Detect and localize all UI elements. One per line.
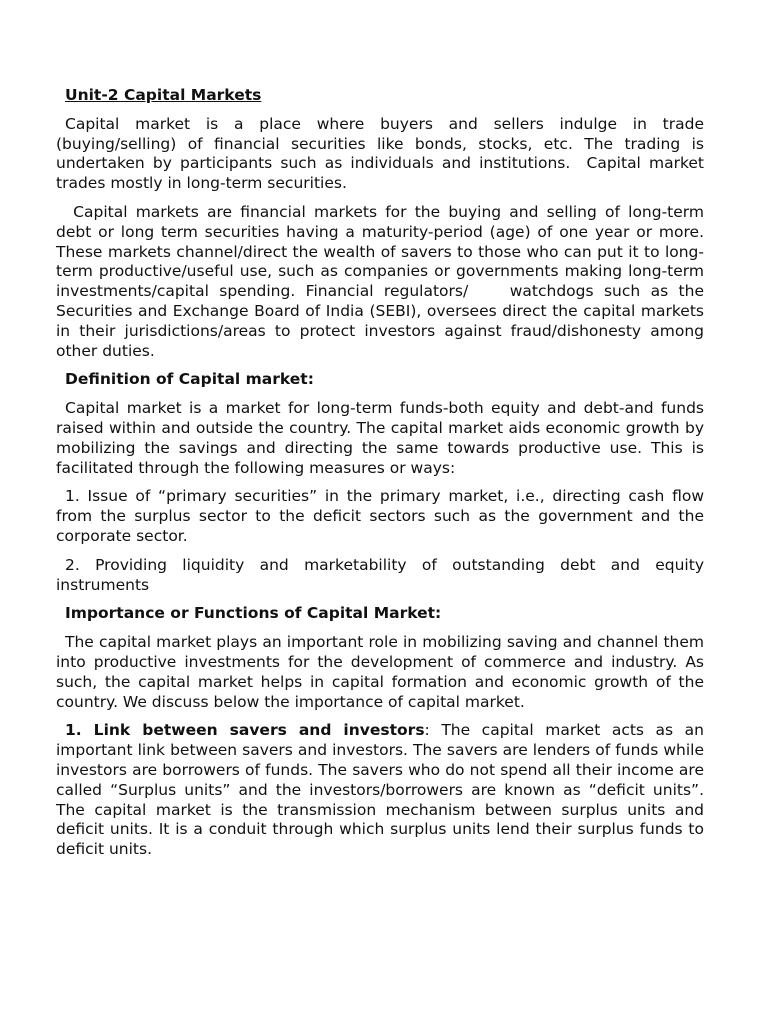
paragraph-capital-markets-overview: Capital markets are financial markets for the buying and selling of long-term debt or long term securities having a maturity-period (age) of one year or more. These markets channel/direct the wealth of savers to those who can put it to long-term productive/useful use, such as companies or governments making long-term investments/capital spending. Financial regulators/ watchdogs such as the Securities and Exchange Board of India (SEBI), oversees direct the capital markets in their jurisdictions/areas to protect investors against fraud/dishonesty among other duties. (56, 202, 704, 360)
page-title: Unit-2 Capital Markets (65, 86, 262, 104)
document-page (56, 86, 704, 869)
paragraph-definition: Capital market is a market for long-term funds-both equity and debt-and funds raised within and outside the country. The capital market aids economic growth by mobilizing the savings and directing the same towards productive use. This is facilitated through the following measures or ways: (56, 399, 704, 477)
heading-definition: Definition of Capital market: (65, 370, 314, 389)
paragraph-link-savers-investors (56, 721, 704, 860)
paragraph-importance: The capital market plays an important role in mobilizing saving and channel them into productive investments for the development of commerce and industry. As such, the capital market helps in capital formation and economic growth of the country. We discuss below the importance of capital market. (56, 633, 704, 711)
paragraph-intro: Capital market is a place where buyers and sellers indulge in trade (buying/selling) of financial securities like bonds, stocks, etc. The trading is undertaken by participants such as individuals and institutions. Capital market trades mostly in long-term securities. (56, 114, 704, 193)
heading-importance: Importance or Functions of Capital Market: (65, 604, 442, 623)
list-item-liquidity: 2. Providing liquidity and marketability of outstanding debt and equity instruments (56, 555, 704, 594)
list-item-primary-securities: 1. Issue of “primary securities” in the primary market, i.e., directing cash flow from the surplus sector to the deficit sectors such as the government and the corporate sector. (56, 487, 704, 545)
link-savers-investors-lead: 1. Link between savers and investors (65, 721, 425, 740)
link-savers-investors-text: : The capital market acts as an important link between savers and investors. The savers are lenders of funds while investors are borrowers of funds. The savers who do not spend all their income are called “Surplus units” and the investors/borrowers are known as “deficit units”. The capital market is the transmission mechanism between surplus units and deficit units. It is a conduit through which surplus units lend their surplus funds to deficit units. (56, 721, 704, 859)
